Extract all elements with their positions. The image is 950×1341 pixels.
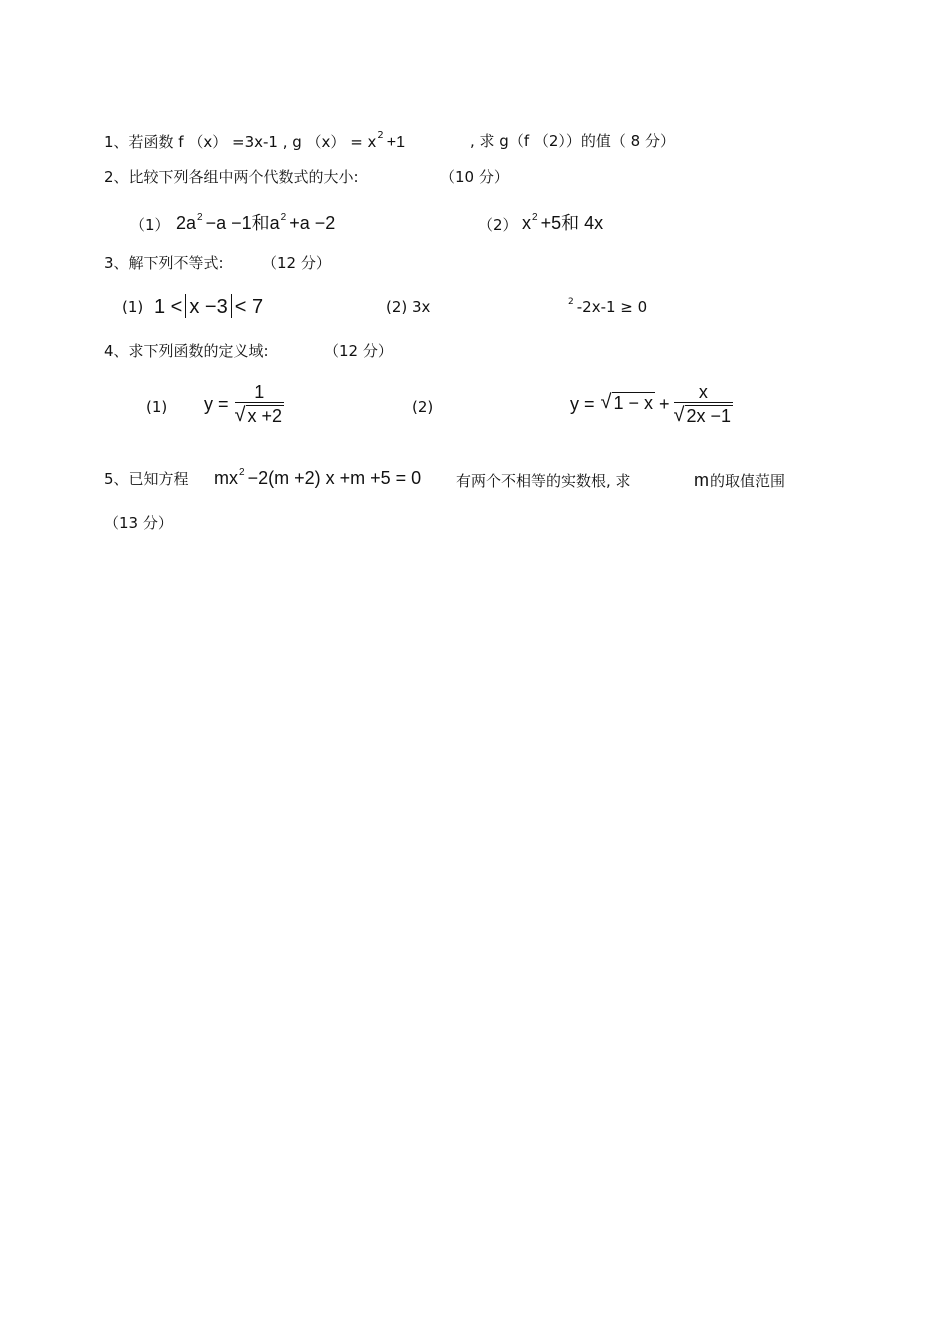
q3-part2-rest xyxy=(567,298,647,319)
sqrt-icon: √ xyxy=(673,404,685,426)
q5-eq-term-a: mx xyxy=(214,468,238,488)
q3-part2-label: (2) 3x xyxy=(386,298,431,316)
q5-suffix: 的取值范围 xyxy=(710,472,786,490)
q3-p2-exp: 2 xyxy=(568,297,574,307)
q2-part1-label: （1） xyxy=(130,216,170,234)
q2-p1-term-b: −a −1和a xyxy=(205,213,280,233)
q5-score: （13 分） xyxy=(104,514,173,532)
q5-equation xyxy=(214,467,421,493)
q3-p1-inner: x −3 xyxy=(189,296,228,318)
q4-p1-lhs: y = xyxy=(204,394,229,414)
q2-p1-term-a: 2a xyxy=(176,213,197,233)
q3-p2-rest-text: -2x-1 ≥ 0 xyxy=(576,298,648,316)
q4-part2-function xyxy=(570,382,733,426)
q3-p1-left: 1 < xyxy=(154,296,183,318)
q4-p2-den-radicand: 2x −1 xyxy=(686,406,732,426)
abs-bar-right xyxy=(231,294,232,318)
q2-p2-exp: 2 xyxy=(532,212,538,223)
q4-p1-radicand: x +2 xyxy=(247,406,283,426)
q2-p2-term-b: +5和 4x xyxy=(540,213,604,233)
q1-plus-one: +1 xyxy=(386,134,406,151)
q4-p2-plus: + xyxy=(659,394,670,414)
q2-part2-label: （2） xyxy=(478,216,518,234)
q3-p1-right: < 7 xyxy=(234,296,264,318)
q4-score: （12 分） xyxy=(324,342,393,360)
q4-title: 4、求下列函数的定义域: xyxy=(104,342,269,360)
q4-p2-sqrt xyxy=(601,391,656,413)
q4-p1-fraction xyxy=(235,382,285,426)
q3-score: （12 分） xyxy=(262,254,331,272)
q3-title: 3、解下列不等式: xyxy=(104,254,224,272)
q5-variable-m: m xyxy=(694,470,709,490)
q5-eq-exp: 2 xyxy=(239,467,245,478)
q2-part1-expression xyxy=(176,212,335,238)
q2-part2-expression xyxy=(522,212,603,238)
q5-eq-rest: −2(m +2) x +m +5 = 0 xyxy=(247,468,422,488)
q4-p2-lhs: y = xyxy=(570,394,595,414)
q2-p1-exp-1: 2 xyxy=(197,212,203,223)
q4-part2-label: (2) xyxy=(412,398,434,416)
q4-p2-fraction xyxy=(674,382,734,426)
q4-p2-radicand: 1 − x xyxy=(613,393,654,413)
q4-p2-numerator: x xyxy=(698,382,708,402)
q1-exponent: 2 xyxy=(377,130,384,141)
q2-p1-term-c: +a −2 xyxy=(289,213,336,233)
q1-prefix: 1、若函数 f （x） =3x-1 , g （x） = x xyxy=(104,133,377,151)
q4-p2-denominator xyxy=(674,403,734,426)
sqrt-icon: √ xyxy=(600,391,612,413)
q3-part1-label: (1) xyxy=(122,298,144,316)
q4-p1-denominator xyxy=(235,403,285,426)
sqrt-icon: √ xyxy=(234,404,246,426)
q4-part1-label: (1) xyxy=(146,398,168,416)
q5-mid: 有两个不相等的实数根, 求 xyxy=(456,472,631,490)
q5-prefix: 5、已知方程 xyxy=(104,470,189,488)
q2-p1-exp-2: 2 xyxy=(280,212,287,223)
q4-p1-numerator: 1 xyxy=(254,382,265,402)
q1-suffix: , 求 g（f （2））的值（ 8 分） xyxy=(470,132,675,150)
q3-part1-inequality xyxy=(154,294,263,318)
question-1 xyxy=(104,132,405,154)
q2-score: （10 分） xyxy=(440,168,509,186)
q4-part1-function xyxy=(204,382,284,426)
q2-p2-term-a: x xyxy=(522,213,531,233)
abs-bar-left xyxy=(185,294,186,318)
q2-title: 2、比较下列各组中两个代数式的大小: xyxy=(104,168,359,186)
